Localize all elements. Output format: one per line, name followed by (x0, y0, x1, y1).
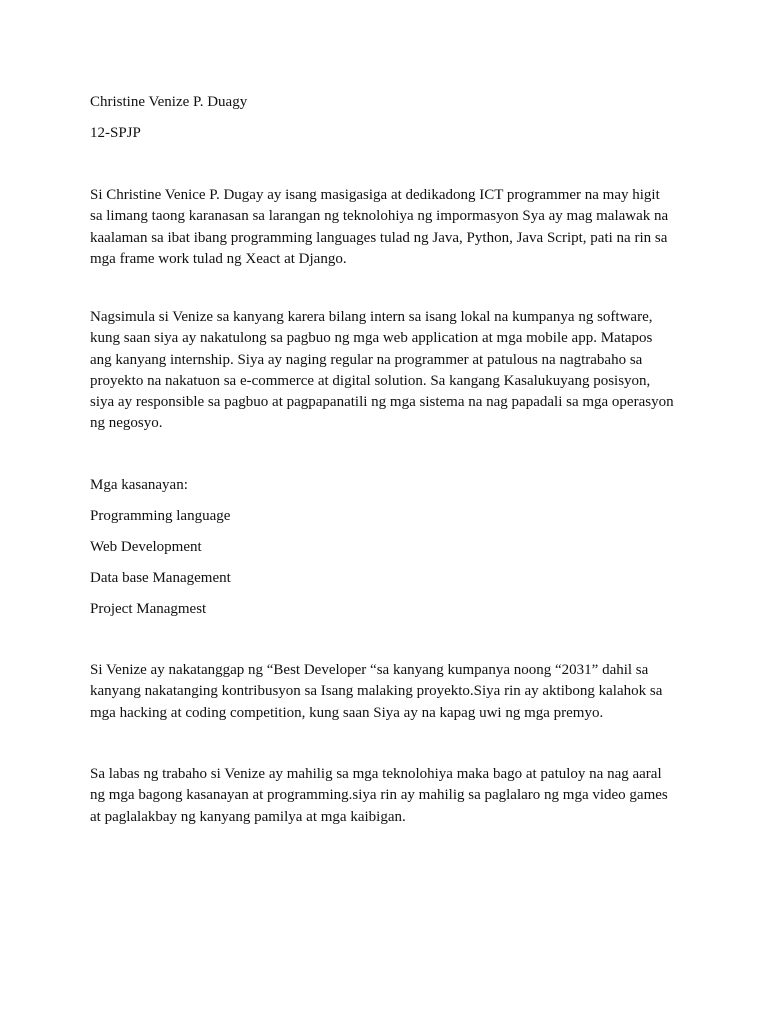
paragraph-line: sa limang taong karanasan sa larangan ng teknolohiya ng impormasyon Sya ay mag malawak na (90, 208, 669, 225)
skill-item: Web Development (90, 539, 202, 555)
career-paragraph (90, 307, 730, 435)
paragraph-line: ang kanyang internship. Siya ay naging regular na programmer at patulous na nagtrabaho sa (90, 351, 643, 368)
paragraph-line: kung saan siya ay nakatulong sa pagbuo ng mga web application at mga mobile app. Matapos (90, 330, 653, 347)
paragraph-line: ng mga bagong kasanayan at programming.siya rin ay mahilig sa paglalaro ng mga video games (90, 787, 668, 804)
paragraph-line: at paglalakbay ng kanyang pamilya at mga kaibigan. (90, 808, 406, 825)
intro-paragraph (90, 185, 730, 270)
award-paragraph (90, 660, 730, 724)
paragraph-line: mga frame work tulad ng Xeact at Django. (90, 250, 347, 267)
paragraph-line: Si Venize ay nakatanggap ng “Best Developer “sa kanyang kumpanya noong “2031” dahil sa (90, 662, 649, 678)
hobbies-paragraph (90, 764, 730, 828)
paragraph-line: kanyang nakatanging kontribusyon sa Isang malaking proyekto.Siya rin ay aktibong kalahok sa (90, 683, 663, 700)
paragraph-line: Si Christine Venice P. Dugay ay isang masigasiga at dedikadong ICT programmer na may higit (90, 187, 660, 203)
paragraph-line: Sa labas ng trabaho si Venize ay mahilig sa mga teknolohiya maka bago at patuloy na nag aaral (90, 766, 662, 782)
author-name: Christine Venize P. Duagy (90, 94, 248, 110)
paragraph-line: siya ay responsible sa pagbuo at pagpapanatili ng mga sistema na nag papadali sa mga operasyon (90, 394, 674, 411)
paragraph-line: Nagsimula si Venize sa kanyang karera bilang intern sa isang lokal na kumpanya ng software, (90, 309, 653, 325)
paragraph-line: kaalaman sa ibat ibang programming languages tulad ng Java, Python, Java Script, pati na rin sa (90, 229, 668, 246)
skill-item: Data base Management (90, 570, 231, 586)
skill-item: Programming language (90, 508, 231, 524)
paragraph-line: mga hacking at coding competition, kung saan Siya ay na kapag uwi ng mga premyo. (90, 704, 604, 721)
paragraph-line: proyekto na nakatuon sa e-commerce at digital solution. Sa kangang Kasalukuyang posisyon, (90, 372, 651, 389)
skill-item: Project Managmest (90, 601, 207, 617)
paragraph-line: ng negosyo. (90, 415, 163, 432)
section-label: 12-SPJP (90, 125, 141, 141)
skills-heading: Mga kasanayan: (90, 477, 188, 493)
